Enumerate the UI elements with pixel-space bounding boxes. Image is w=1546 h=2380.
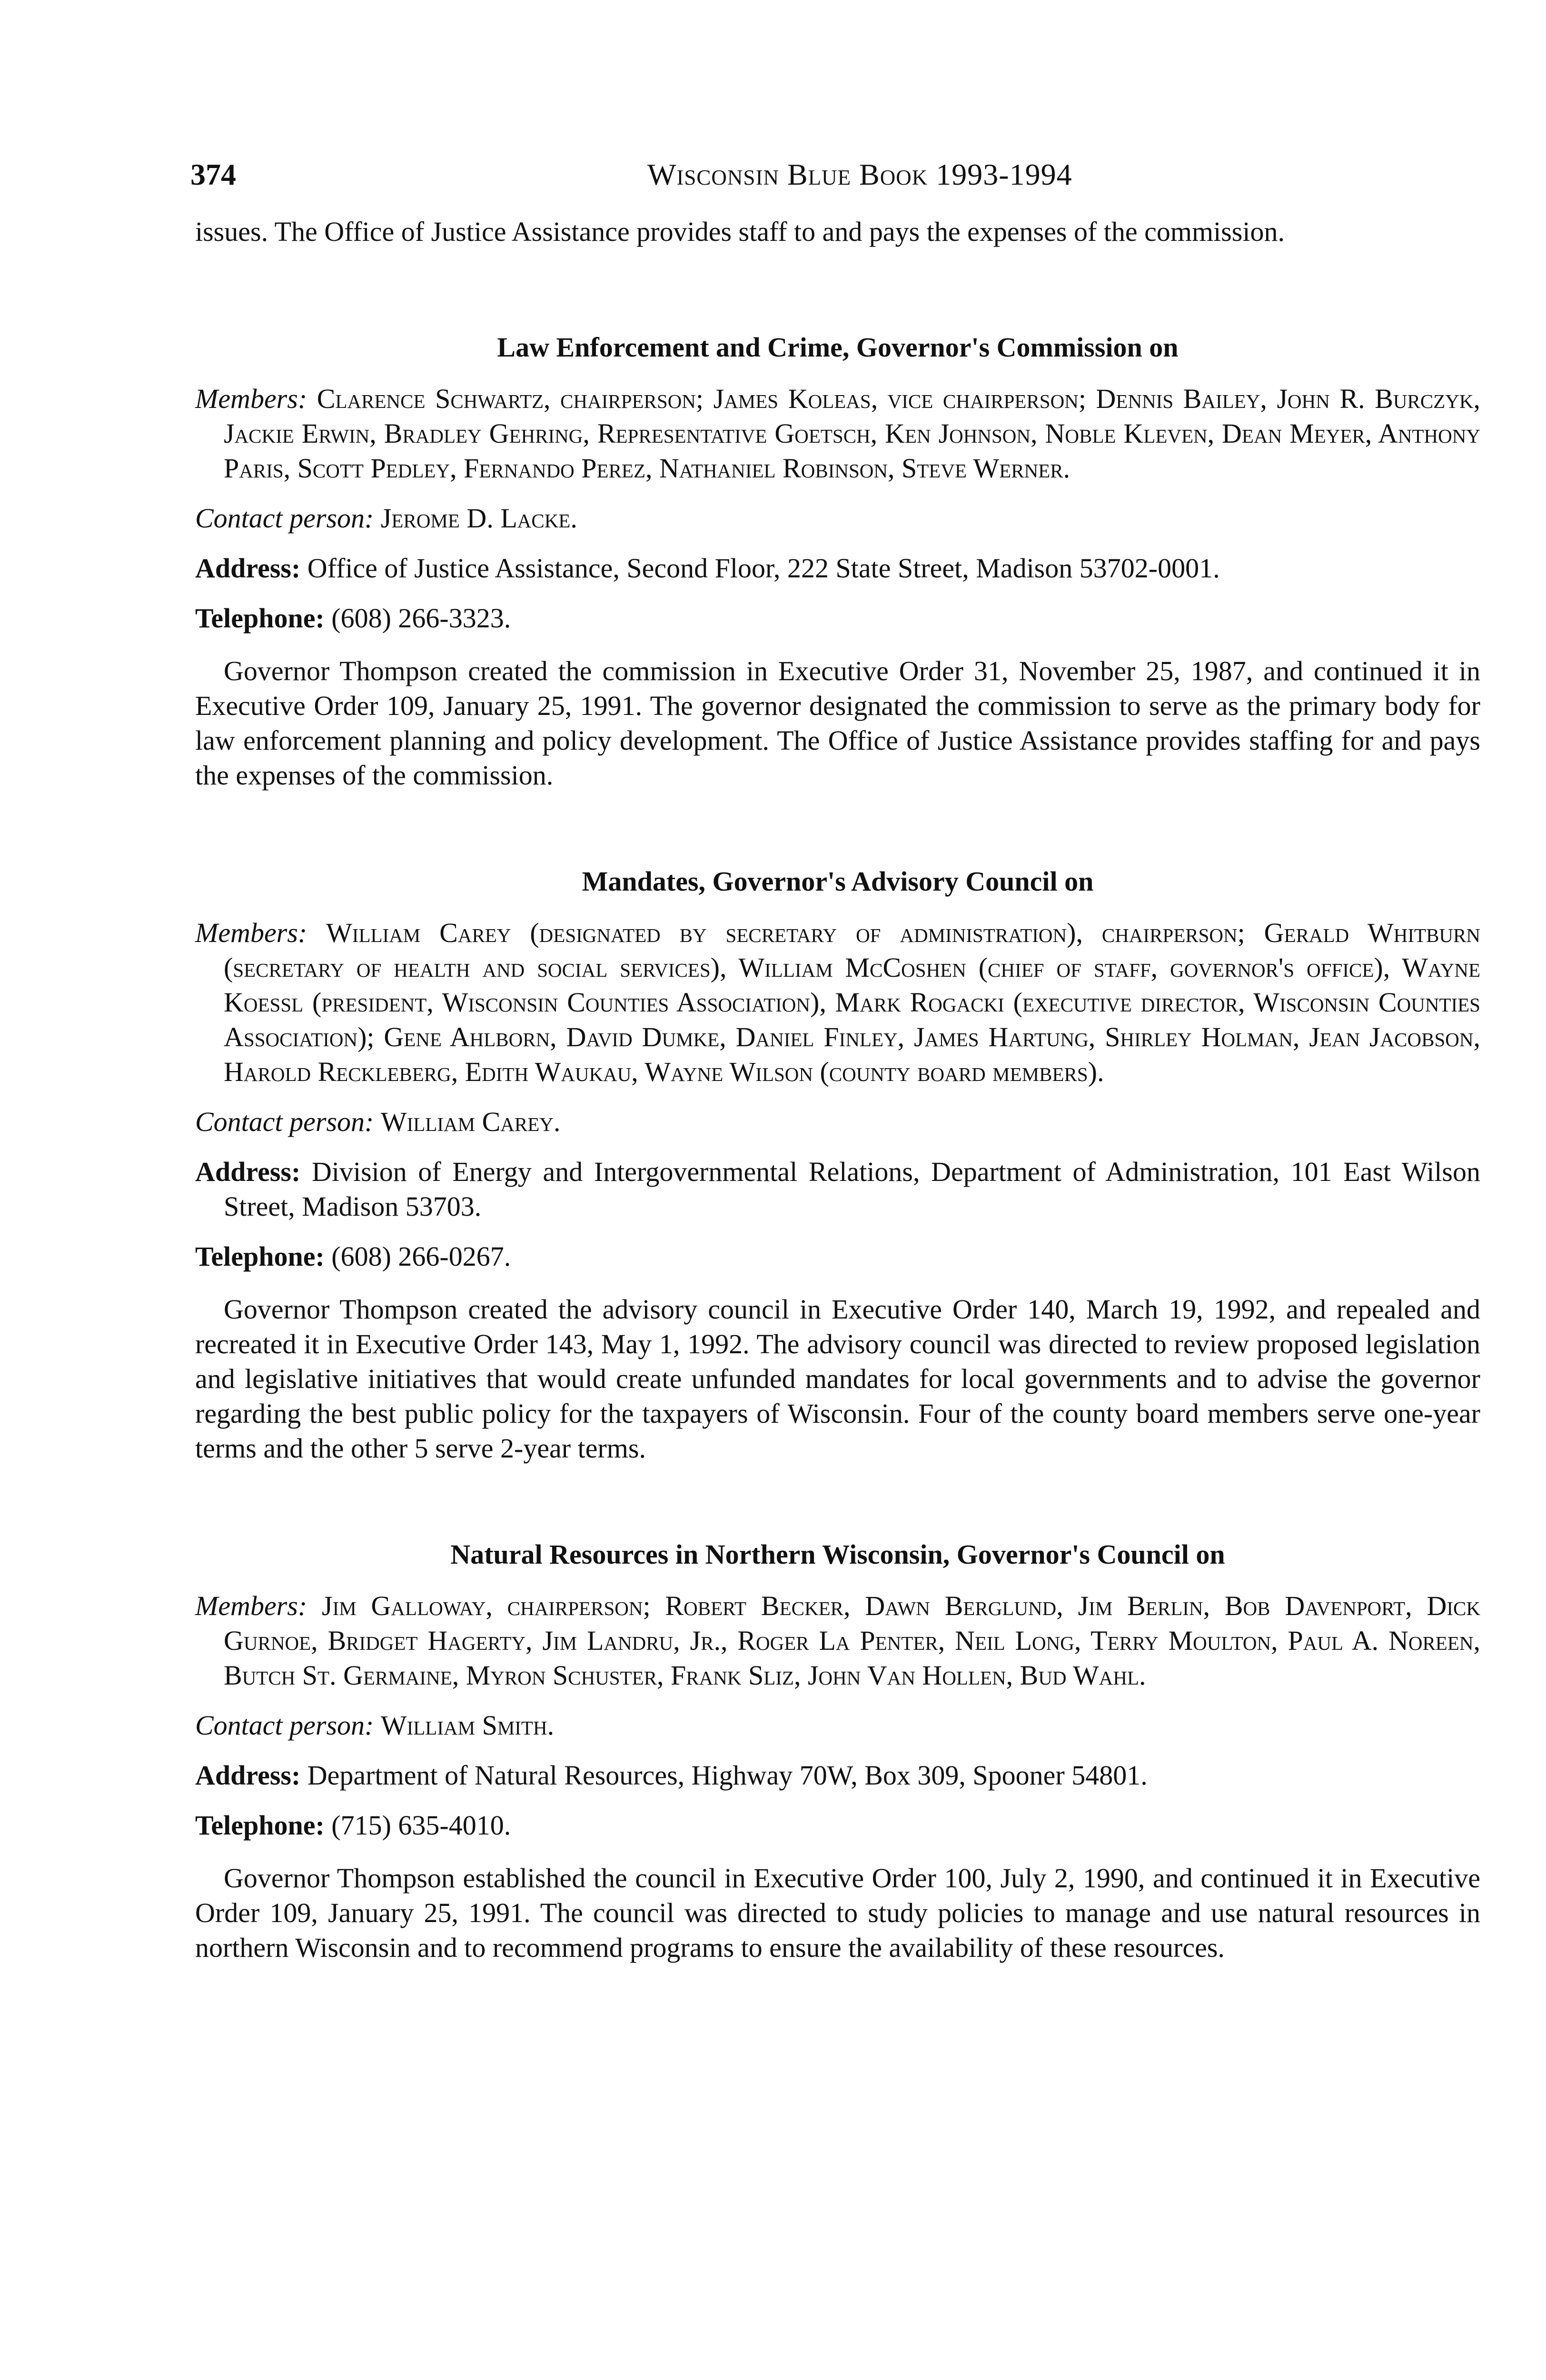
telephone-paragraph — [195, 1239, 1480, 1274]
contact-paragraph — [195, 501, 1480, 536]
members-list: Clarence Schwartz, chairperson; James Koleas, vice chairperson; Dennis Bailey, John R. Burczyk, Jackie Erwin, Bradley Gehring, Representative Goetsch, Ken Johnson, Noble Kleven, Dean Meyer, Anthony Paris, Scott Pedley, Fernando Perez, Nathaniel Robinson, Steve Werner. — [224, 383, 1481, 484]
telephone-value: (715) 635-4010. — [331, 1810, 511, 1841]
members-list: William Carey (designated by secretary of administration), chairperson; Gerald Whitburn (secretary of health and social services), William McCoshen (chief of staff, governor's office), Wayne Koessl (president, Wisconsin Counties Association), Mark Rogacki (executive director, Wisconsin Counties Association); Gene Ahlborn, David Dumke, Daniel Finley, James Hartung, Shirley Holman, Jean Jacobson, Harold Reckleberg, Edith Waukau, Wayne Wilson (county board members). — [224, 917, 1480, 1087]
section-title: Mandates, Governor's Advisory Council on — [582, 866, 1094, 897]
telephone-value: (608) 266-3323. — [331, 603, 511, 634]
description-paragraph: Governor Thompson created the advisory council in Executive Order 140, March 19, 1992, and repealed and recreated it in Executive Order 143, May 1, 1992. The advisory council was directed to review proposed legislation and legislative initiatives that would create unfunded mandates for local governments and to advise the governor regarding the best public policy for the taxpayers of Wisconsin. Four of the county board members serve one-year terms and the other 5 serve 2-year terms. — [195, 1294, 1480, 1464]
members-paragraph — [195, 915, 1480, 1089]
address-label: Address: — [195, 1760, 301, 1791]
address-paragraph — [195, 1758, 1480, 1793]
address-paragraph — [195, 551, 1480, 585]
section-title: Natural Resources in Northern Wisconsin, Governor's Council on — [450, 1539, 1225, 1570]
members-paragraph — [195, 1588, 1480, 1693]
running-header — [190, 157, 1480, 209]
telephone-value: (608) 266-0267. — [331, 1241, 511, 1272]
contact-label: Contact person: — [195, 1106, 374, 1137]
telephone-paragraph — [195, 601, 1480, 635]
telephone-label: Telephone: — [195, 603, 325, 634]
description-paragraph: Governor Thompson established the council in Executive Order 100, July 2, 1990, and continued it in Executive Order 109, January 25, 1991. The council was directed to study policies to manage and use natural resources in northern Wisconsin and to recommend programs to ensure the availability of these resources. — [195, 1863, 1480, 1963]
contact-paragraph — [195, 1708, 1480, 1743]
address-value: Office of Justice Assistance, Second Floor, 222 State Street, Madison 53702-0001. — [307, 553, 1220, 584]
telephone-label: Telephone: — [195, 1810, 325, 1841]
members-label: Members: — [195, 1590, 307, 1621]
intro-paragraph: issues. The Office of Justice Assistance provides staff to and pays the expenses of the commission. — [195, 216, 1285, 247]
members-label: Members: — [195, 383, 307, 414]
address-label: Address: — [195, 1156, 301, 1187]
members-label: Members: — [195, 917, 307, 948]
members-list: Jim Galloway, chairperson; Robert Becker, Dawn Berglund, Jim Berlin, Bob Davenport, Dick Gurnoe, Bridget Hagerty, Jim Landru, Jr., Roger La Penter, Neil Long, Terry Moulton, Paul A. Noreen, Butch St. Germaine, Myron Schuster, Frank Sliz, John Van Hollen, Bud Wahl. — [224, 1590, 1481, 1691]
contact-label: Contact person: — [195, 503, 374, 534]
telephone-label: Telephone: — [195, 1241, 325, 1272]
address-value: Division of Energy and Intergovernmental Relations, Department of Administration, 101 East Wilson Street, Madison 53703. — [224, 1156, 1480, 1222]
section-natural-resources — [195, 1537, 1480, 1965]
address-value: Department of Natural Resources, Highway 70W, Box 309, Spooner 54801. — [307, 1760, 1148, 1791]
contact-paragraph — [195, 1104, 1480, 1139]
description-paragraph: Governor Thompson created the commission in Executive Order 31, November 25, 1987, and continued it in Executive Order 109, January 25, 1991. The governor designated the commission to serve as the primary body for law enforcement planning and policy development. The Office of Justice Assistance provides staffing for and pays the expenses of the commission. — [195, 655, 1480, 791]
page-number: 374 — [190, 158, 236, 191]
section-title: Law Enforcement and Crime, Governor's Commission on — [497, 332, 1179, 363]
section-law-enforcement — [195, 330, 1480, 793]
contact-name: Jerome D. Lacke. — [380, 503, 577, 534]
members-paragraph — [195, 381, 1480, 486]
address-label: Address: — [195, 553, 301, 584]
contact-name: William Carey. — [380, 1106, 561, 1137]
address-paragraph — [195, 1154, 1480, 1224]
book-title: Wisconsin Blue Book 1993-1994 — [647, 158, 1072, 191]
document-page — [190, 157, 1481, 1965]
telephone-paragraph — [195, 1808, 1480, 1843]
section-mandates — [195, 864, 1480, 1466]
contact-name: William Smith. — [380, 1710, 555, 1741]
contact-label: Contact person: — [195, 1710, 374, 1741]
